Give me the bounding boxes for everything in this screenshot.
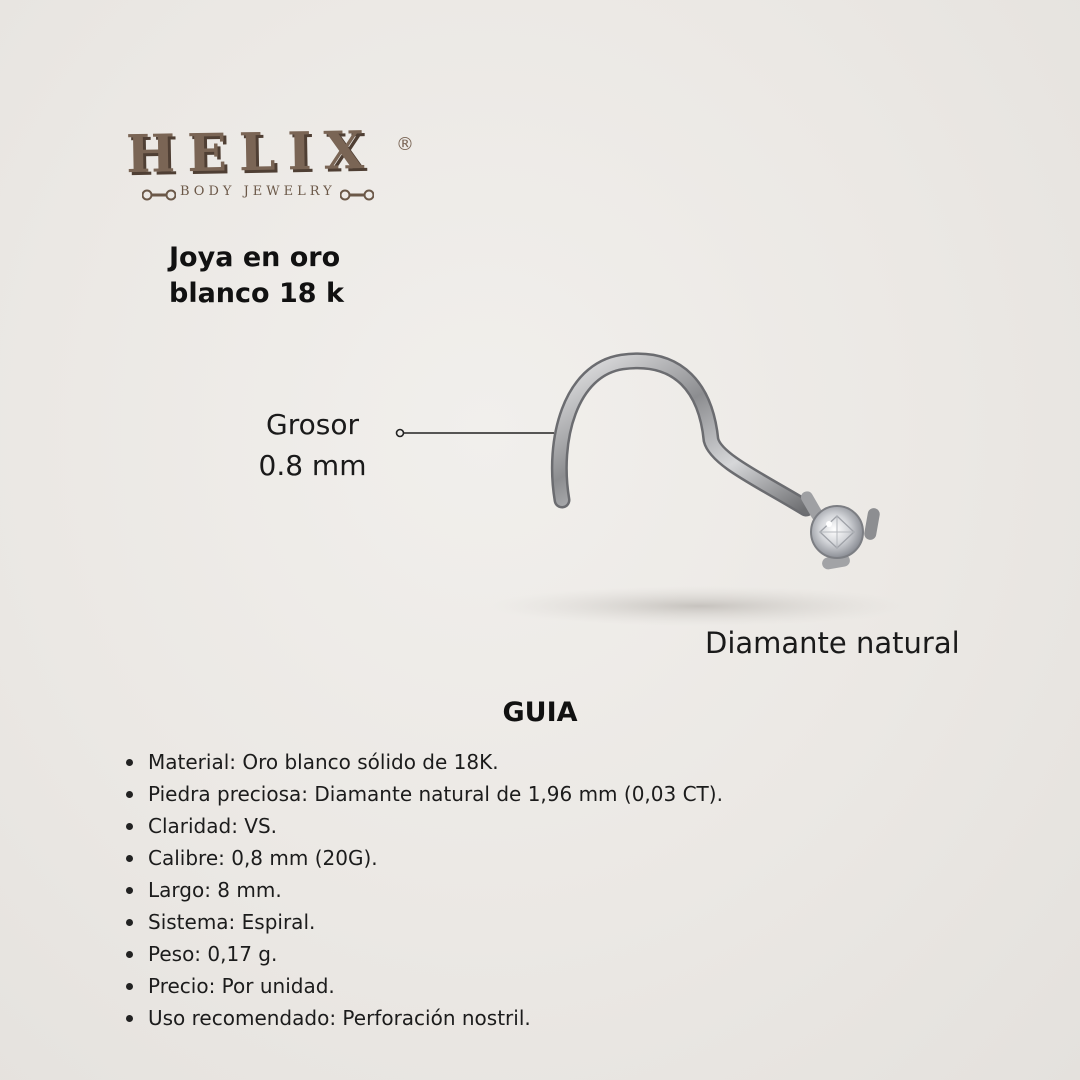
brand-tagline: BODY JEWELRY bbox=[180, 184, 336, 199]
headline-line-1: Joya en oro bbox=[169, 242, 341, 273]
guide-title: GUIA bbox=[502, 697, 578, 728]
spec-list bbox=[122, 746, 723, 1034]
spec-length: Largo: 8 mm. bbox=[122, 874, 723, 906]
spec-gauge: Calibre: 0,8 mm (20G). bbox=[122, 842, 723, 874]
spec-material: Material: Oro blanco sólido de 18K. bbox=[122, 746, 723, 778]
spec-price: Precio: Por unidad. bbox=[122, 970, 723, 1002]
thickness-label: Grosor bbox=[266, 408, 359, 441]
spec-clarity: Claridad: VS. bbox=[122, 810, 723, 842]
spec-system: Sistema: Espiral. bbox=[122, 906, 723, 938]
brand-wordmark: HELIX bbox=[125, 119, 377, 186]
diamond-setting bbox=[799, 489, 881, 570]
stone-callout: Diamante natural bbox=[705, 626, 960, 660]
product-shadow bbox=[490, 586, 910, 626]
registered-mark: ® bbox=[396, 134, 414, 155]
spec-weight: Peso: 0,17 g. bbox=[122, 938, 723, 970]
spec-recommended-use: Uso recomendado: Perforación nostril. bbox=[122, 1002, 723, 1034]
spec-gemstone: Piedra preciosa: Diamante natural de 1,96 mm (0,03 CT). bbox=[122, 778, 723, 810]
headline-line-2: blanco 18 k bbox=[169, 278, 344, 309]
callout-dot bbox=[397, 430, 404, 437]
thickness-value: 0.8 mm bbox=[258, 449, 367, 482]
